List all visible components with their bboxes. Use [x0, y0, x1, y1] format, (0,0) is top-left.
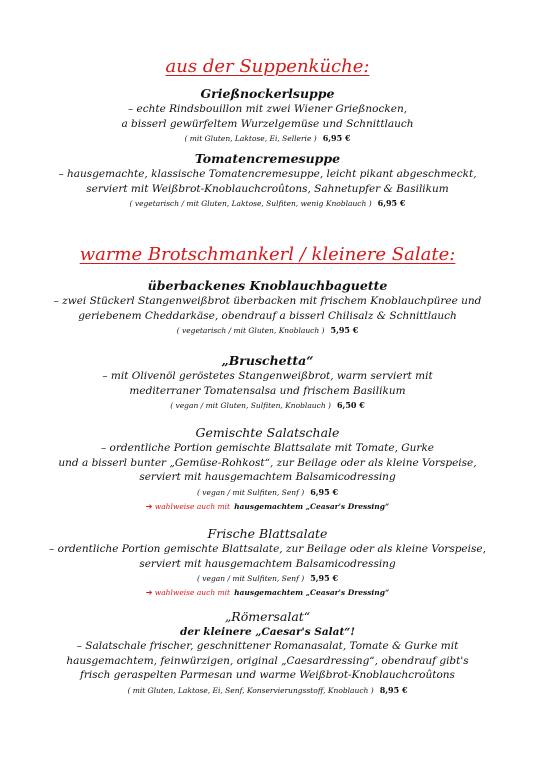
item-name: Tomatencremesuppe: [194, 151, 341, 166]
menu-item-frische-blattsalate: [0, 526, 535, 599]
item-price: 6,95 €: [322, 133, 351, 143]
item-price: 6,95 €: [310, 486, 339, 497]
item-description-line: a bisserl gewürfeltem Wurzelgemüse und Schnittlauch: [121, 117, 414, 130]
item-allergens-price: [0, 196, 535, 211]
item-description-line: mediterraner Tomatensalsa und frischem Basilikum: [129, 384, 406, 397]
item-allergens-price: [0, 485, 535, 500]
item-allergens-price: [0, 323, 535, 338]
item-price: 5,95 €: [310, 573, 339, 583]
item-allergens: ( vegan / mit Sulfiten, Senf ): [196, 487, 305, 497]
item-allergens-price: [0, 571, 535, 586]
menu-item-knoblauchbaguette: [0, 278, 535, 338]
item-price: 6,95 €: [377, 198, 406, 208]
menu-item-bruschetta: [0, 353, 535, 413]
item-name: „Römersalat“: [224, 609, 311, 624]
item-name: „Bruschetta“: [221, 353, 314, 368]
item-price: 8,95 €: [379, 684, 408, 695]
item-price: 5,95 €: [330, 325, 359, 335]
dressing-option-name: hausgemachtem „Ceasar's Dressing“: [234, 501, 390, 511]
item-allergens: ( mit Gluten, Laktose, Ei, Senf, Konservierungsstoff, Knoblauch ): [127, 685, 374, 695]
item-allergens: ( vegan / mit Sulfiten, Senf ): [196, 574, 305, 583]
item-name: Frische Blattsalate: [207, 526, 328, 541]
item-description-line: serviert mit Weißbrot-Knoblauchcroûtons, Sahnetupfer & Basilikum: [86, 182, 449, 195]
item-allergens-price: [0, 131, 535, 146]
arrow-right-icon: ➔: [145, 501, 153, 511]
item-name: überbackenes Knoblauchbaguette: [147, 278, 388, 293]
item-allergens: ( vegetarisch / mit Gluten, Laktose, Sulfiten, wenig Knoblauch ): [129, 199, 372, 208]
dressing-option: [0, 500, 535, 513]
item-allergens: ( mit Gluten, Laktose, Ei, Sellerie ): [184, 134, 317, 143]
menu-item-gemischte-salatschale: [0, 425, 535, 513]
item-description-line: – Salatschale frischer, geschnittener Romanasalat, Tomate & Gurke mit: [76, 640, 459, 652]
item-description-line: – hausgemachte, klassische Tomatencremesuppe, leicht pikant abgeschmeckt,: [58, 168, 477, 180]
item-description-line: – mit Olivenöl geröstetes Stangenweißbrot, warm serviert mit: [102, 370, 433, 382]
arrow-right-icon: ➔: [145, 588, 153, 597]
item-allergens: ( vegan / mit Gluten, Sulfiten, Knoblauch ): [170, 401, 331, 410]
dressing-option-label: wahlweise auch mit: [154, 501, 231, 511]
item-description-line: – ordentliche Portion gemischte Blattsalate mit Tomate, Gurke: [100, 442, 435, 454]
item-description-line: frisch geraspelten Parmesan und warme Weißbrot-Knoblauchcroûtons: [80, 669, 455, 681]
item-subtitle: der kleinere „Caesar's Salat“!: [180, 626, 355, 638]
section-title-soups: aus der Suppenküche:: [165, 56, 370, 77]
item-name: Gemischte Salatschale: [195, 425, 340, 440]
item-allergens: ( vegetarisch / mit Gluten, Knoblauch ): [176, 326, 325, 335]
item-description-line: hausgemachtem, feinwürzigen, original „Caesardressing“, obendrauf gibt's: [66, 654, 469, 667]
menu-item-tomatencremesuppe: [0, 151, 535, 211]
item-description-line: serviert mit hausgemachtem Balsamicodressing: [139, 471, 396, 483]
dressing-option: [0, 586, 535, 599]
item-description-line: und a bisserl bunter „Gemüse-Rohkost“, zur Beilage oder als kleine Vorspeise,: [58, 456, 477, 469]
item-description-line: – echte Rindsbouillon mit zwei Wiener Grießnocken,: [127, 103, 408, 115]
item-name: Grießnockerlsuppe: [200, 86, 335, 101]
menu-item-roemersalat: [0, 609, 535, 698]
item-description-line: – zwei Stückerl Stangenweißbrot überbacken mit frischem Knoblauchpüree und: [53, 295, 482, 307]
item-allergens-price: [0, 398, 535, 413]
dressing-option-label: wahlweise auch mit: [154, 588, 231, 597]
section-title-bread-salads: warme Brotschmankerl / kleinere Salate:: [79, 244, 456, 265]
item-description-line: geriebenem Cheddarkäse, obendrauf a bisserl Chilisalz & Schnittlauch: [78, 309, 457, 322]
menu-item-griessnockerlsuppe: [0, 86, 535, 146]
item-allergens-price: [0, 683, 535, 698]
item-description-line: serviert mit hausgemachtem Balsamicodressing: [139, 557, 396, 570]
item-description-line: – ordentliche Portion gemischte Blattsalate, zur Beilage oder als kleine Vorspeise,: [49, 543, 486, 555]
item-price: 6,50 €: [336, 400, 365, 410]
dressing-option-name: hausgemachtem „Ceasar's Dressing“: [234, 588, 390, 597]
